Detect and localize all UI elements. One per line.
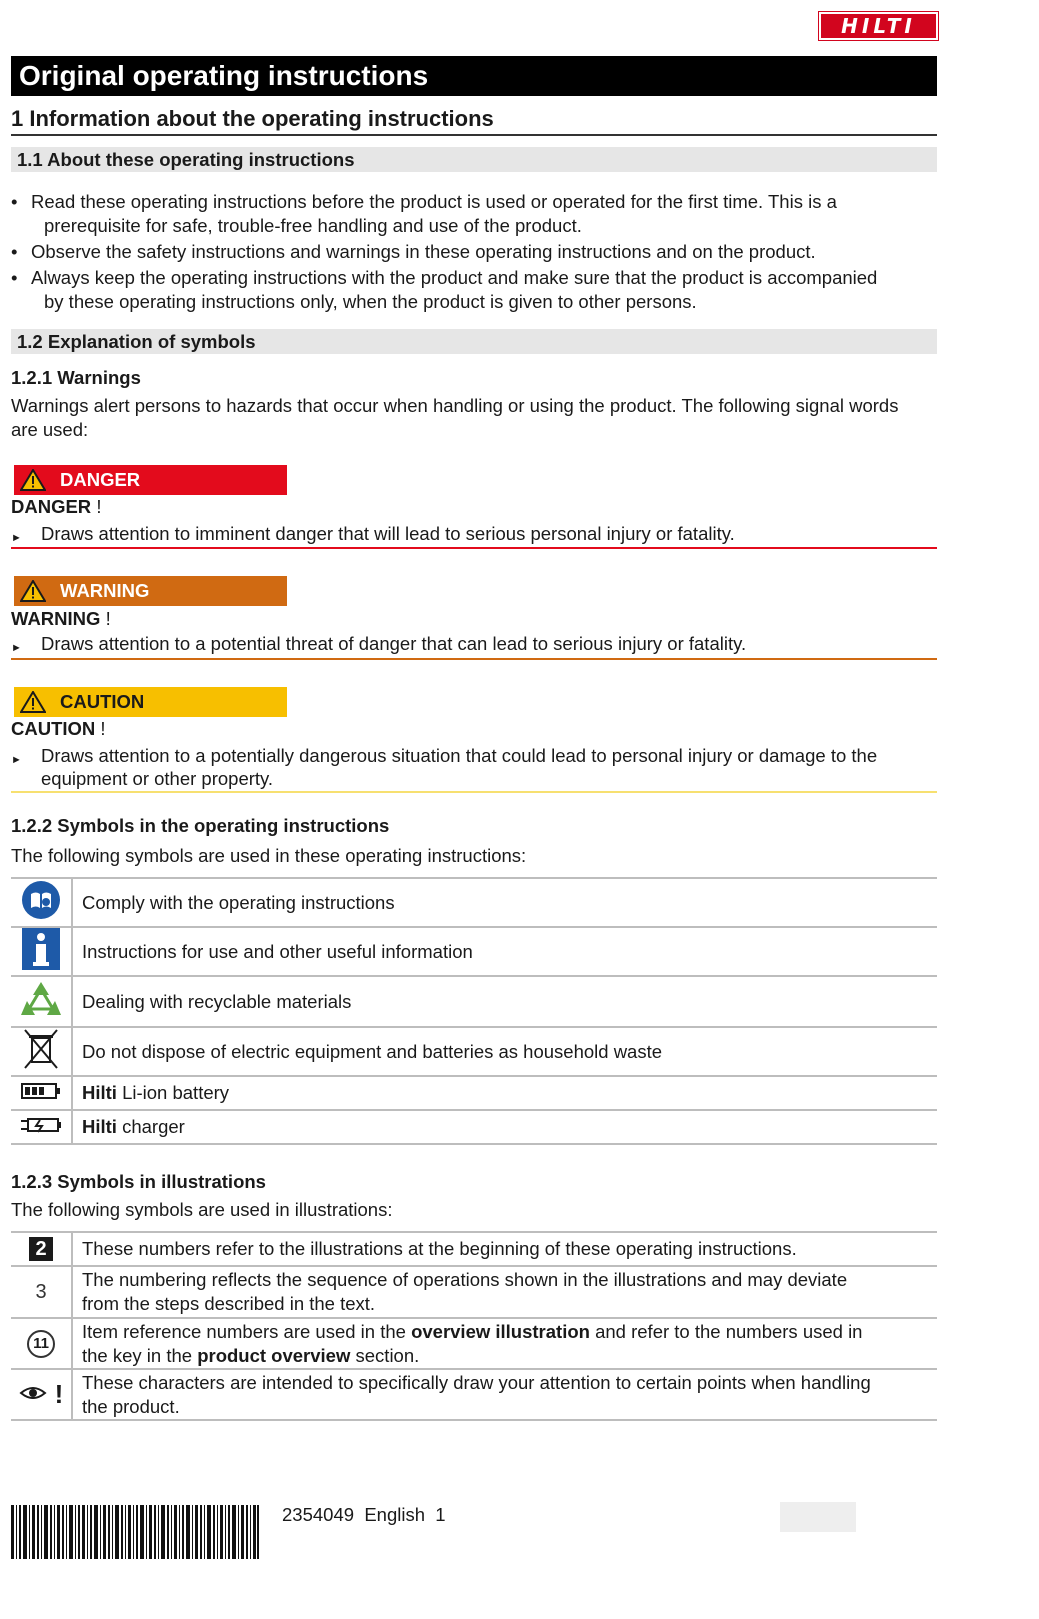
symbol-description: Comply with the operating instructions — [72, 878, 937, 927]
warning-signal-label: WARNING — [14, 576, 287, 606]
crossed-bin-icon — [21, 1028, 61, 1070]
warning-triangle-icon — [20, 691, 46, 713]
bullet-list — [11, 190, 1029, 316]
bullet-item: • Observe the safety instructions and warnings in these operating instructions and on the product. — [11, 241, 816, 262]
warning-signal-word: WARNING ! — [11, 608, 111, 629]
warning-triangle-icon — [20, 580, 46, 602]
bullet-item: • Always keep the operating instructions with the product and make sure that the product is accompanied by these operating instructions only, when the product is given to other persons. — [11, 267, 878, 312]
table-row — [11, 878, 937, 927]
illustration-number-symbol: 2 — [29, 1237, 53, 1261]
symbol-description: These numbers refer to the illustrations at the beginning of these operating instructions. — [72, 1232, 937, 1266]
caution-signal-word: CAUTION ! — [11, 718, 106, 739]
warning-description: ► Draws attention to a potential threat of danger that can lead to serious injury or fatality. — [11, 633, 747, 654]
symbols-intro: The following symbols are used in these operating instructions: — [11, 845, 527, 866]
table-row — [11, 1266, 937, 1318]
sequence-number-symbol: 3 — [35, 1280, 47, 1303]
recycle-icon — [21, 979, 61, 1019]
symbol-description: Do not dispose of electric equipment and batteries as household waste — [72, 1027, 937, 1076]
barcode — [11, 1505, 259, 1559]
table-row — [11, 1027, 937, 1076]
section-1-2-3-heading: 1.2.3 Symbols in illustrations — [11, 1171, 266, 1192]
illustration-symbols-table — [11, 1231, 937, 1421]
section-1-2-2-heading: 1.2.2 Symbols in the operating instructions — [11, 815, 390, 836]
table-row — [11, 1369, 937, 1420]
table-row — [11, 976, 937, 1027]
symbol-description: Hilti charger — [72, 1110, 937, 1144]
caution-signal-label: CAUTION — [14, 687, 287, 717]
section-1-2-1-heading: 1.2.1 Warnings — [11, 367, 141, 388]
warning-triangle-icon — [20, 469, 46, 491]
symbol-description: Instructions for use and other useful information — [72, 927, 937, 976]
bullet-item: • Read these operating instructions before the product is used or operated for the first time. This is a prerequisite for safe, trouble-free handling and use of the product. — [11, 191, 837, 236]
section-1-1-heading: 1.1 About these operating instructions — [11, 147, 937, 172]
illustration-symbols-intro: The following symbols are used in illustrations: — [11, 1199, 393, 1220]
danger-signal-word: DANGER ! — [11, 496, 102, 517]
footer-grey-box — [780, 1502, 856, 1532]
table-row — [11, 927, 937, 976]
table-row — [11, 1076, 937, 1110]
caution-divider — [11, 791, 937, 793]
table-row — [11, 1232, 937, 1266]
table-row — [11, 1318, 937, 1369]
hilti-logo: HILTI — [819, 12, 938, 40]
charger-icon — [20, 1115, 62, 1135]
page-title: Original operating instructions — [11, 56, 937, 96]
warning-divider — [11, 658, 937, 660]
symbol-description: Dealing with recyclable materials — [72, 976, 937, 1027]
caution-description: ► Draws attention to a potentially dangerous situation that could lead to personal injury or damage to the equipment or other property. — [11, 745, 878, 789]
attention-mark: ! — [54, 1379, 64, 1409]
battery-icon — [21, 1082, 61, 1100]
footer-doc-info: 2354049 English 1 — [282, 1504, 446, 1525]
manual-book-icon — [21, 880, 61, 920]
danger-divider — [11, 547, 937, 549]
section-1-heading: 1 Information about the operating instructions — [11, 104, 937, 136]
item-reference-symbol: 11 — [27, 1330, 55, 1358]
danger-description: ► Draws attention to imminent danger that will lead to serious personal injury or fatality. — [11, 523, 735, 544]
symbol-description: The numbering reflects the sequence of operations shown in the illustrations and may deviate from the steps described in the text. — [72, 1266, 937, 1318]
danger-signal-label: DANGER — [14, 465, 287, 495]
section-1-2-heading: 1.2 Explanation of symbols — [11, 329, 937, 354]
info-icon — [22, 928, 60, 970]
symbols-table — [11, 877, 937, 1145]
symbol-description: Item reference numbers are used in the overview illustration and refer to the numbers used in the key in the product overview section. — [72, 1318, 937, 1369]
symbol-description: These characters are intended to specifically draw your attention to certain points when handling the product. — [72, 1369, 937, 1420]
table-row — [11, 1110, 937, 1144]
warnings-intro: Warnings alert persons to hazards that occur when handling or using the product. The following signal words are used: — [11, 395, 899, 440]
symbol-description: Hilti Li-ion battery — [72, 1076, 937, 1110]
